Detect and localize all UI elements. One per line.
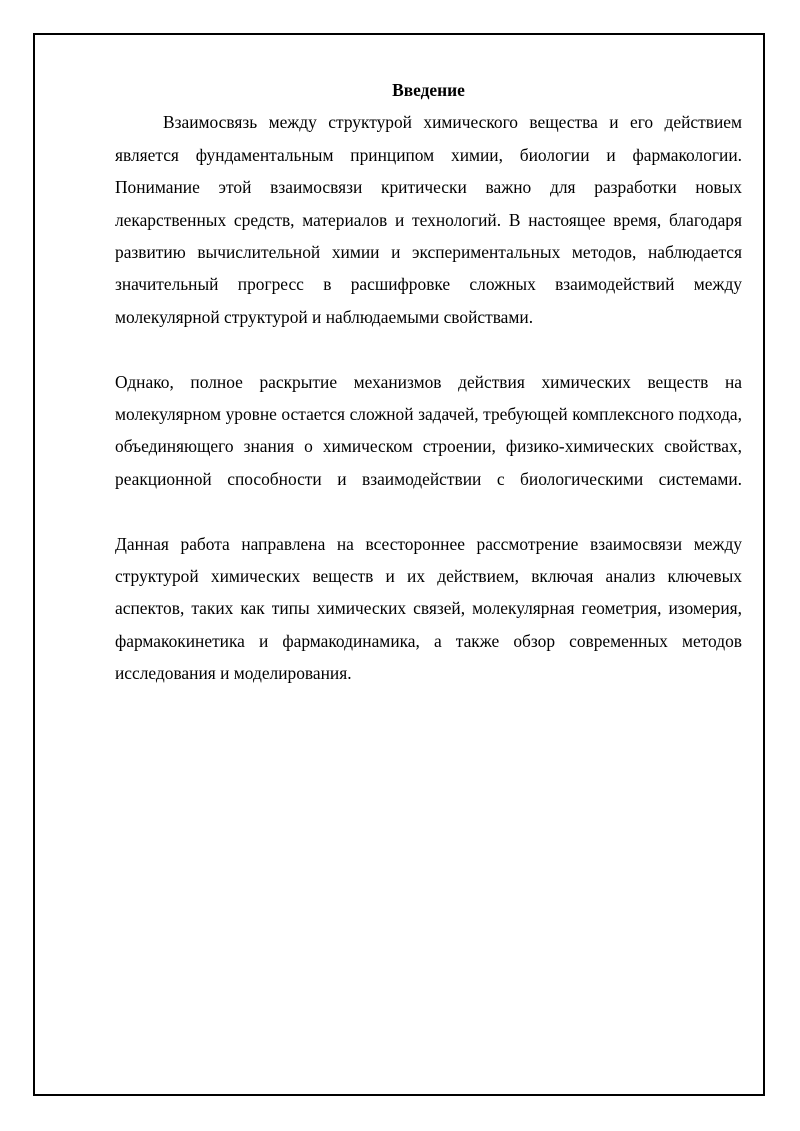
paragraph-spacer [115,495,742,527]
paragraph-1: Взаимосвязь между структурой химического вещества и его действием является фундаментальным принципом химии, биологии и фармакологии. Понимание этой взаимосвязи критически важно для разработки новых лекарственных средств, материалов и технологий. В настоящее время, благодаря развитию вычислительной химии и экспериментальных методов, наблюдается значительный прогресс в расшифровке сложных взаимодействий между молекулярной структурой и наблюдаемыми свойствами. [115,112,742,327]
document-body [115,74,742,690]
paragraph-spacer [115,333,742,365]
paragraph-3: Данная работа направлена на всестороннее рассмотрение взаимосвязи между структурой химических веществ и их действием, включая анализ ключевых аспектов, таких как типы химических связей, молекулярная геометрия, изомерия, фармакокинетика и фармакодинамика, а также обзор современных методов исследования и моделирования. [115,533,742,684]
paragraph-2: Однако, полное раскрытие механизмов действия химических веществ на молекулярном уровне остается сложной задачей, требующей комплексного подхода, объединяющего знания о химическом строении, физико-химических свойствах, реакционной способности и взаимодействии с биологическими системами. [115,371,742,489]
document-title: Введение [392,80,465,100]
